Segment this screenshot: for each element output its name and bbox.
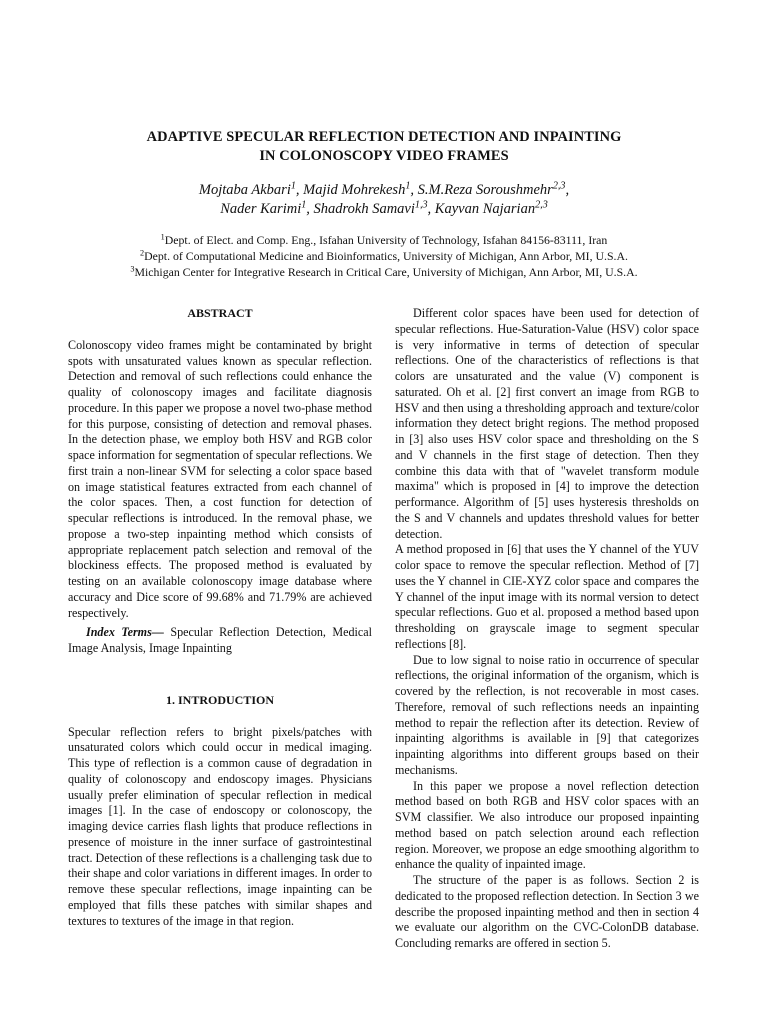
title-line-2: IN COLONOSCOPY VIDEO FRAMES [259, 148, 509, 164]
author-name: Mojtaba Akbari [198, 182, 291, 198]
affiliation-line [0, 264, 768, 280]
left-column [68, 306, 372, 929]
author-sup: 1 [405, 180, 411, 192]
author-name: Majid Mohrekesh [303, 182, 406, 198]
abstract-heading: ABSTRACT [187, 306, 253, 320]
affiliation-sup: 1 [160, 232, 165, 242]
index-terms-text: Specular Reflection Detection, Medical Image Analysis, Image Inpainting [68, 625, 373, 655]
body-paragraph: Due to low signal to noise ratio in occurrence of specular reflections, the original information of the organism, which is covered by the reflection, is not recoverable in most cases. Therefore, removal of such reflections needs an inpainting method to repair the reflection after its detection. Review of inpainting algorithms is available in [9] that categorizes inpainting algorithms into different groups based on their mechanisms. [395, 652, 699, 777]
spacer [68, 657, 372, 693]
abstract-text: Colonoscopy video frames might be contaminated by bright spots with unsaturated values known as specular reflection. Detection and removal of such reflections could enhance the quality of colonoscopy images and facilitate diagnosis procedure. In this paper we propose a novel two-phase method for this purpose, consisting of detection and removal phases. In the detection phase, we employ both HSV and RGB color space information for segmentation of specular reflections. We first train a non-linear SVM for selecting a color space based on image statistical features extracted from each channel of the color spaces. Then, a cost function for detection of specular reflections is introduced. In the removal phase, we propose a two-step inpainting method which consists of appropriate replacement patch selection and removal of the blockiness effects. The proposed method is evaluated by testing on an available colonoscopy image database where accuracy and Dice score of 99.68% and 71.79% are achieved respectively. [68, 337, 372, 620]
affiliation-text: Michigan Center for Integrative Research in Critical Care, University of Michigan, Ann Arbor, MI, U.S.A. [134, 265, 638, 279]
spacer [68, 709, 372, 725]
author-name: S.M.Reza Soroushmehr [417, 182, 553, 198]
affiliation-line [0, 232, 768, 248]
author-sup: 2,3 [535, 199, 548, 211]
author-sup: 1 [290, 180, 296, 192]
author-sup: 1 [301, 199, 307, 211]
title-line-1: ADAPTIVE SPECULAR REFLECTION DETECTION AND INPAINTING [146, 129, 622, 145]
right-column [395, 306, 699, 952]
affiliation-text: Dept. of Computational Medicine and Bioinformatics, University of Michigan, Ann Arbor, MI, U.S.A. [144, 249, 628, 263]
affiliation-text: Dept. of Elect. and Comp. Eng., Isfahan University of Technology, Isfahan 84156-83111, Iran [164, 233, 608, 247]
body-paragraph: In this paper we propose a novel reflection detection method based on both RGB and HSV color spaces with an SVM classifier. We also introduce our proposed inpainting method based on patch selection around each reflection region. Moreover, we propose an edge smoothing algorithm to enhance the quality of inpainted image. [395, 778, 699, 872]
spacer [68, 322, 372, 338]
author-line-1: Mojtaba Akbari$^1$, Majid Mohrekesh$^1$, S.M.Reza Soroushmehr$^{2,3}$, [198, 180, 570, 198]
affiliation-list [0, 232, 768, 280]
author-line-2: Nader Karimi$^1$, Shadrokh Samavi$^{1,3}$, Kayvan Najarian$^{2,3}$ [220, 199, 548, 217]
author-name: Nader Karimi [220, 201, 302, 217]
author-list [0, 181, 768, 219]
affiliation-sup: 2 [140, 248, 145, 258]
introduction-paragraph: Specular reflection refers to bright pixels/patches with unsaturated colors which could occur in medical imaging. This type of reflection is a common cause of degradation in quality of colonoscopy and endoscopy images. Physicians usually prefer elimination of specular reflection in medical images [1]. In the case of endoscopy or colonoscopy, the imaging device carries flash lights that produce reflections in presence of moisture in the inner surface of gastrointestinal tract. Detection of these reflections is a challenging task due to their shape and color variations in different images. In order to remove these specular reflections, image inpainting can be employed that fills these patches with similar shapes and textures to textures of the image in that region. [68, 724, 372, 928]
affiliation-sup: 3 [130, 264, 135, 274]
body-paragraph: A method proposed in [6] that uses the Y channel of the YUV color space to remove the specular reflection. Method of [7] uses the Y channel in CIE-XYZ color space and compares the Y channel of the input image with its normal version to detect specular reflections. Guo et al. proposed a method based upon thresholding on grayscale image to segment specular reflections [8]. [395, 542, 699, 651]
body-paragraph: Different color spaces have been used for detection of specular reflections. Hue-Saturation-Value (HSV) color space is very informative in terms of detection of specular reflections. One of the characteristics of reflections is that colors are unsaturated and the value (V) component is saturated. Oh et al. [2] first convert an image from RGB to HSV and then using a thresholding approach and texture/color information they detect bright regions. The method proposed in [3] also uses HSV color space and thresholding on the S and V channels in the first stage of detection. Then they combine this data with that of "wavelet transform module maxima" which is proposed in [4] to improve the detection performance. Algorithm of [5] uses hysteresis thresholds on the S and V channels and updates threshold values for better detection. [395, 306, 699, 541]
author-name: Kayvan Najarian [434, 201, 536, 217]
index-terms-label: Index Terms— [86, 625, 164, 640]
author-name: Shadrokh Samavi [313, 201, 415, 217]
author-sup: 1,3 [414, 199, 428, 211]
affiliation-line [0, 248, 768, 264]
body-paragraph: The structure of the paper is as follows. Section 2 is dedicated to the proposed reflection detection. In Section 3 we describe the proposed inpainting method and then in section 4 we evaluate our algorithm on the CVC-ColonDB database. Concluding remarks are offered in section 5. [395, 873, 699, 950]
paper-title [0, 128, 768, 166]
author-sup: 2,3 [552, 180, 566, 192]
index-terms [68, 625, 372, 657]
section-heading-introduction: 1. INTRODUCTION [165, 692, 274, 707]
